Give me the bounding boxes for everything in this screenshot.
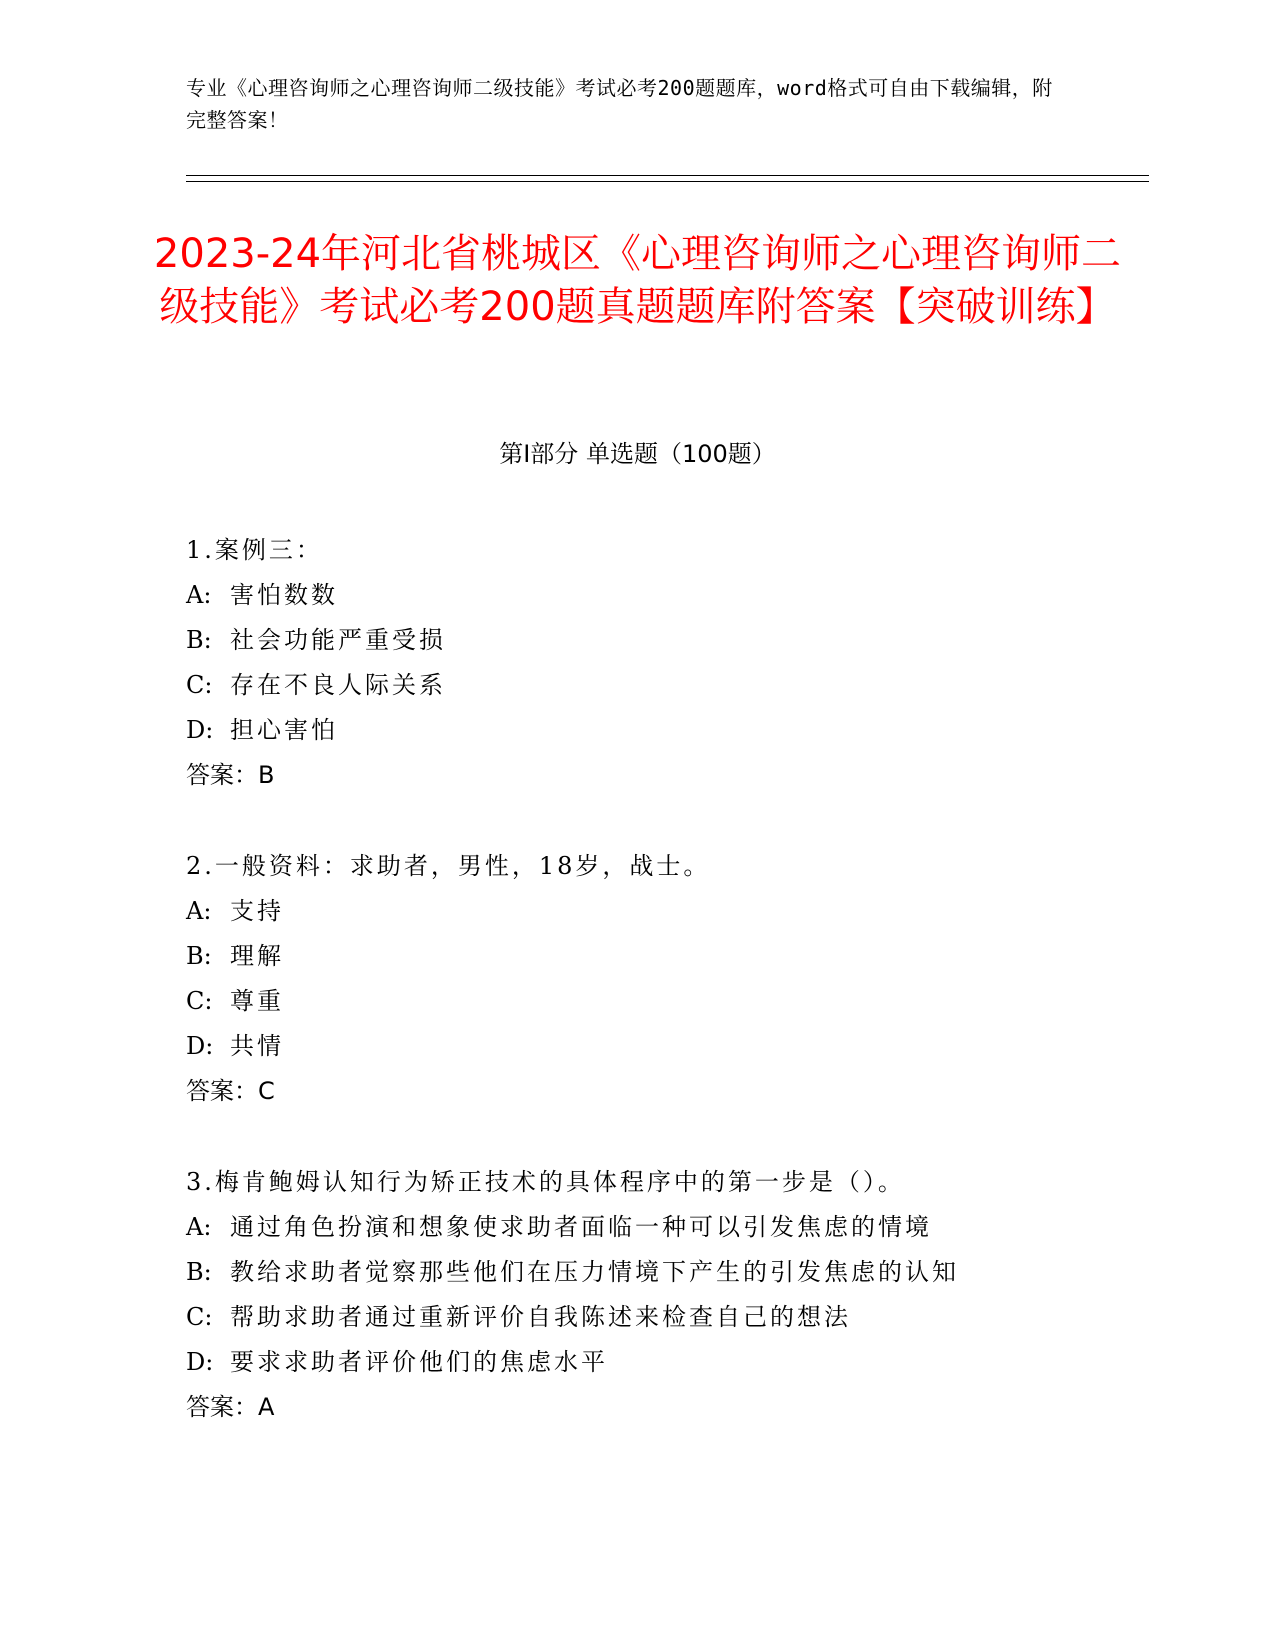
option-key: B: [186,1258,212,1286]
option-text: 存在不良人际关系 [230,671,446,699]
option-key: B: [186,942,212,970]
answer-label: 答案： [186,761,258,789]
answer [186,1385,1146,1430]
option-text: 害怕数数 [230,581,338,609]
answer [186,1069,1146,1114]
option-key: D: [186,1032,214,1060]
option-text: 通过角色扮演和想象使求助者面临一种可以引发焦虑的情境 [230,1213,932,1241]
option-text: 共情 [230,1032,284,1060]
option-text: 社会功能严重受损 [230,626,446,654]
option-text: 尊重 [230,987,284,1015]
header-divider-bottom [186,181,1149,182]
question-2 [186,844,1146,1114]
option-text: 担心害怕 [230,716,338,744]
question-3 [186,1160,1146,1430]
question-stem: 2.一般资料：求助者，男性，18岁，战士。 [186,852,711,880]
option-key: C: [186,671,213,699]
option-a [186,1205,1146,1250]
option-c [186,979,1146,1024]
answer-label: 答案： [186,1393,258,1421]
answer-value: B [258,761,275,789]
option-c [186,663,1146,708]
option-key: C: [186,987,213,1015]
option-key: D: [186,716,214,744]
answer-value: A [258,1393,275,1421]
answer [186,753,1146,798]
answer-value: C [258,1077,275,1105]
question-1 [186,528,1146,798]
header-divider-top [186,175,1149,176]
option-b [186,618,1146,663]
option-text: 帮助求助者通过重新评价自我陈述来检查自己的想法 [230,1303,851,1331]
option-c [186,1295,1146,1340]
option-d [186,708,1146,753]
option-text: 教给求助者觉察那些他们在压力情境下产生的引发焦虑的认知 [230,1258,959,1286]
option-text: 支持 [230,897,284,925]
option-text: 要求求助者评价他们的焦虑水平 [230,1348,608,1376]
option-key: A: [186,897,212,925]
option-key: C: [186,1303,213,1331]
document-title: 2023-24年河北省桃城区《心理咨询师之心理咨询师二级技能》考试必考200题真题题库附答案【突破训练】 [153,231,1122,330]
option-b [186,1250,1146,1295]
header-note: 专业《心理咨询师之心理咨询师二级技能》考试必考200题题库，word格式可自由下载编辑，附完整答案！ [186,76,1053,132]
option-a [186,573,1146,618]
option-b [186,934,1146,979]
option-key: A: [186,1213,212,1241]
answer-label: 答案： [186,1077,258,1105]
option-text: 理解 [230,942,284,970]
question-stem: 3.梅肯鲍姆认知行为矫正技术的具体程序中的第一步是（）。 [186,1168,905,1196]
option-a [186,889,1146,934]
question-list [186,528,1146,1476]
option-key: A: [186,581,212,609]
option-d [186,1024,1146,1069]
question-stem: 1.案例三： [186,536,323,564]
option-key: D: [186,1348,214,1376]
option-d [186,1340,1146,1385]
option-key: B: [186,626,212,654]
section-heading: 第I部分 单选题（100题） [499,440,776,468]
